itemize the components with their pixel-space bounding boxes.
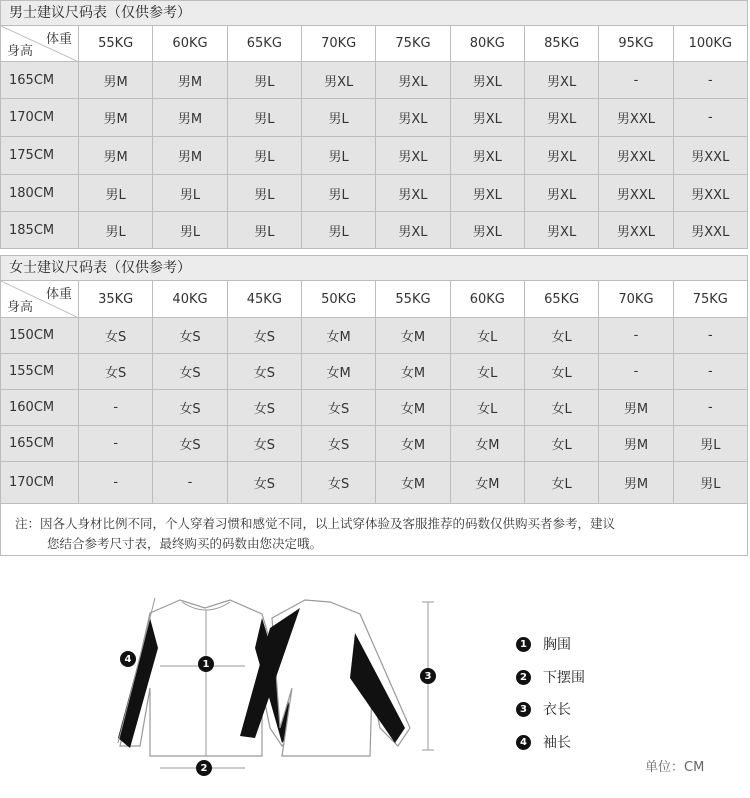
men-size-cell: 男L bbox=[227, 99, 301, 137]
women-header-row bbox=[1, 281, 748, 318]
women-weight-header: 45KG bbox=[227, 281, 301, 318]
women-weight-header: 60KG bbox=[450, 281, 524, 318]
men-size-cell: 男XL bbox=[450, 175, 524, 212]
women-size-table bbox=[0, 280, 748, 504]
legend-item-hem bbox=[516, 667, 585, 687]
men-weight-header: 80KG bbox=[450, 26, 524, 62]
women-size-cell: 女M bbox=[376, 462, 450, 504]
women-size-cell: 男L bbox=[673, 426, 747, 462]
women-size-cell: - bbox=[673, 390, 747, 426]
men-size-cell: - bbox=[673, 99, 747, 137]
women-size-cell: 女S bbox=[153, 318, 227, 354]
men-size-cell: 男L bbox=[79, 212, 153, 249]
women-height-label: 170CM bbox=[1, 462, 79, 504]
women-table-row bbox=[1, 390, 748, 426]
women-size-cell: 女L bbox=[524, 318, 598, 354]
men-size-cell: 男XXL bbox=[673, 137, 747, 175]
men-size-cell: 男XXL bbox=[599, 137, 673, 175]
men-height-label: 165CM bbox=[1, 62, 79, 99]
men-size-cell: 男XL bbox=[524, 212, 598, 249]
weight-label: 体重 bbox=[45, 287, 72, 302]
women-size-cell: 女L bbox=[524, 390, 598, 426]
women-size-cell: 女S bbox=[301, 462, 375, 504]
men-weight-header: 100KG bbox=[673, 26, 747, 62]
men-size-cell: 男L bbox=[227, 175, 301, 212]
women-weight-header: 40KG bbox=[153, 281, 227, 318]
women-height-label: 165CM bbox=[1, 426, 79, 462]
legend-label: 袖长 bbox=[543, 735, 571, 751]
note-line-2: 您结合参考尺寸表，最终购买的码数由您决定哦。 bbox=[47, 536, 323, 551]
women-size-cell: - bbox=[79, 390, 153, 426]
legend-number: 4 bbox=[516, 735, 531, 750]
women-weight-header: 35KG bbox=[79, 281, 153, 318]
men-size-cell: 男XL bbox=[524, 62, 598, 99]
men-chart-title: 男士建议尺码表（仅供参考） bbox=[0, 0, 748, 25]
women-height-label: 160CM bbox=[1, 390, 79, 426]
women-size-cell: 女S bbox=[153, 354, 227, 390]
men-size-cell: 男XL bbox=[376, 212, 450, 249]
women-size-cell: 男M bbox=[599, 426, 673, 462]
men-size-cell: 男XXL bbox=[599, 175, 673, 212]
women-weight-header: 70KG bbox=[599, 281, 673, 318]
men-corner-cell bbox=[1, 26, 79, 62]
women-weight-header: 50KG bbox=[301, 281, 375, 318]
women-size-cell: 女M bbox=[376, 354, 450, 390]
men-weight-header: 75KG bbox=[376, 26, 450, 62]
women-size-cell: 女S bbox=[227, 318, 301, 354]
women-size-cell: 女L bbox=[524, 462, 598, 504]
women-size-cell: 男M bbox=[599, 390, 673, 426]
men-size-cell: 男XL bbox=[450, 137, 524, 175]
legend-number: 3 bbox=[516, 702, 531, 717]
women-size-cell: 女M bbox=[376, 426, 450, 462]
men-size-table bbox=[0, 25, 748, 249]
men-size-cell: 男M bbox=[153, 62, 227, 99]
men-weight-header: 85KG bbox=[524, 26, 598, 62]
men-size-cell: 男M bbox=[153, 137, 227, 175]
men-size-cell: 男L bbox=[79, 175, 153, 212]
women-table-row bbox=[1, 354, 748, 390]
legend-number: 2 bbox=[516, 670, 531, 685]
women-size-cell: - bbox=[673, 354, 747, 390]
women-size-cell: 女M bbox=[376, 318, 450, 354]
men-height-label: 185CM bbox=[1, 212, 79, 249]
men-size-cell: 男XL bbox=[524, 175, 598, 212]
legend-label: 衣长 bbox=[543, 702, 571, 718]
women-size-cell: 女M bbox=[301, 318, 375, 354]
women-weight-header: 75KG bbox=[673, 281, 747, 318]
men-size-cell: 男L bbox=[153, 212, 227, 249]
height-label: 身高 bbox=[7, 300, 34, 315]
men-size-cell: 男M bbox=[153, 99, 227, 137]
women-size-cell: - bbox=[673, 318, 747, 354]
weight-label: 体重 bbox=[45, 32, 72, 47]
men-size-cell: 男XL bbox=[524, 137, 598, 175]
men-table-row bbox=[1, 62, 748, 99]
women-size-cell: 女L bbox=[450, 318, 524, 354]
women-size-cell: 女S bbox=[79, 354, 153, 390]
men-weight-header: 65KG bbox=[227, 26, 301, 62]
women-size-cell: 女S bbox=[153, 426, 227, 462]
unit-label: 单位：CM bbox=[645, 760, 705, 775]
men-size-cell: - bbox=[599, 62, 673, 99]
legend-label: 胸围 bbox=[543, 637, 571, 653]
men-size-cell: 男L bbox=[227, 212, 301, 249]
men-table-row bbox=[1, 212, 748, 249]
women-size-cell: 女S bbox=[301, 426, 375, 462]
women-table-row bbox=[1, 318, 748, 354]
women-table-row bbox=[1, 426, 748, 462]
women-size-cell: 女S bbox=[153, 390, 227, 426]
men-size-cell: 男XXL bbox=[599, 99, 673, 137]
women-size-cell: 女M bbox=[301, 354, 375, 390]
legend-number: 1 bbox=[516, 637, 531, 652]
men-table-row bbox=[1, 137, 748, 175]
callout-length: 3 bbox=[420, 668, 436, 684]
women-size-cell: 女M bbox=[376, 390, 450, 426]
women-size-cell: 女S bbox=[301, 390, 375, 426]
men-size-cell: 男XL bbox=[376, 62, 450, 99]
men-height-label: 175CM bbox=[1, 137, 79, 175]
men-size-cell: 男XL bbox=[376, 175, 450, 212]
women-size-cell: 女S bbox=[227, 462, 301, 504]
men-size-cell: 男XL bbox=[301, 62, 375, 99]
men-table-row bbox=[1, 175, 748, 212]
callout-chest: 1 bbox=[198, 656, 214, 672]
men-size-cell: 男XL bbox=[450, 62, 524, 99]
men-size-cell: 男L bbox=[301, 212, 375, 249]
women-size-cell: 女L bbox=[450, 354, 524, 390]
women-size-cell: 女M bbox=[450, 462, 524, 504]
women-height-label: 155CM bbox=[1, 354, 79, 390]
men-height-label: 180CM bbox=[1, 175, 79, 212]
women-size-cell: 女S bbox=[227, 390, 301, 426]
women-size-cell: 女M bbox=[450, 426, 524, 462]
men-size-cell: 男L bbox=[227, 137, 301, 175]
women-size-cell: - bbox=[79, 426, 153, 462]
men-weight-header: 70KG bbox=[301, 26, 375, 62]
note-line-1: 注：因各人身材比例不同，个人穿着习惯和感觉不同，以上试穿体验及客服推荐的码数仅供购买者参考，建议 bbox=[15, 516, 616, 531]
men-weight-header: 55KG bbox=[79, 26, 153, 62]
women-corner-cell bbox=[1, 281, 79, 318]
women-size-cell: 女L bbox=[450, 390, 524, 426]
women-size-cell: 女L bbox=[524, 354, 598, 390]
women-weight-header: 65KG bbox=[524, 281, 598, 318]
women-size-cell: 女S bbox=[79, 318, 153, 354]
legend-item-length bbox=[516, 699, 571, 719]
men-size-cell: 男XXL bbox=[673, 175, 747, 212]
women-size-cell: 男L bbox=[673, 462, 747, 504]
men-body bbox=[1, 62, 748, 249]
legend-item-sleeve bbox=[516, 732, 571, 752]
men-size-cell: 男L bbox=[301, 99, 375, 137]
back-jacket bbox=[240, 600, 410, 756]
men-size-cell: 男XL bbox=[376, 99, 450, 137]
legend-item-chest bbox=[516, 634, 571, 654]
women-size-cell: 女L bbox=[524, 426, 598, 462]
measurement-diagram bbox=[0, 578, 750, 798]
men-size-cell: 男XL bbox=[450, 212, 524, 249]
women-size-cell: - bbox=[599, 354, 673, 390]
women-body bbox=[1, 318, 748, 504]
men-size-cell: 男XXL bbox=[599, 212, 673, 249]
men-size-cell: 男XL bbox=[376, 137, 450, 175]
women-size-cell: 男M bbox=[599, 462, 673, 504]
men-size-cell: 男L bbox=[301, 175, 375, 212]
men-size-cell: 男XL bbox=[524, 99, 598, 137]
legend-label: 下摆围 bbox=[543, 670, 585, 686]
men-size-cell: 男XL bbox=[450, 99, 524, 137]
callout-sleeve: 4 bbox=[120, 651, 136, 667]
men-size-cell: 男M bbox=[79, 99, 153, 137]
men-size-cell: 男M bbox=[79, 137, 153, 175]
women-size-cell: - bbox=[79, 462, 153, 504]
men-size-cell: 男M bbox=[79, 62, 153, 99]
men-size-cell: 男XXL bbox=[673, 212, 747, 249]
men-size-cell: 男L bbox=[227, 62, 301, 99]
women-table-row bbox=[1, 462, 748, 504]
women-weight-header: 55KG bbox=[376, 281, 450, 318]
men-header-row bbox=[1, 26, 748, 62]
women-size-cell: - bbox=[599, 318, 673, 354]
women-height-label: 150CM bbox=[1, 318, 79, 354]
men-weight-header: 95KG bbox=[599, 26, 673, 62]
sizing-note bbox=[0, 504, 748, 556]
men-size-cell: - bbox=[673, 62, 747, 99]
men-size-cell: 男L bbox=[153, 175, 227, 212]
men-table-row bbox=[1, 99, 748, 137]
men-height-label: 170CM bbox=[1, 99, 79, 137]
men-size-cell: 男L bbox=[301, 137, 375, 175]
women-size-cell: - bbox=[153, 462, 227, 504]
women-size-cell: 女S bbox=[227, 426, 301, 462]
women-chart-title: 女士建议尺码表（仅供参考） bbox=[0, 255, 748, 280]
women-size-cell: 女S bbox=[227, 354, 301, 390]
height-label: 身高 bbox=[7, 44, 34, 59]
jacket-illustration bbox=[0, 578, 460, 798]
men-weight-header: 60KG bbox=[153, 26, 227, 62]
callout-hem: 2 bbox=[196, 760, 212, 776]
